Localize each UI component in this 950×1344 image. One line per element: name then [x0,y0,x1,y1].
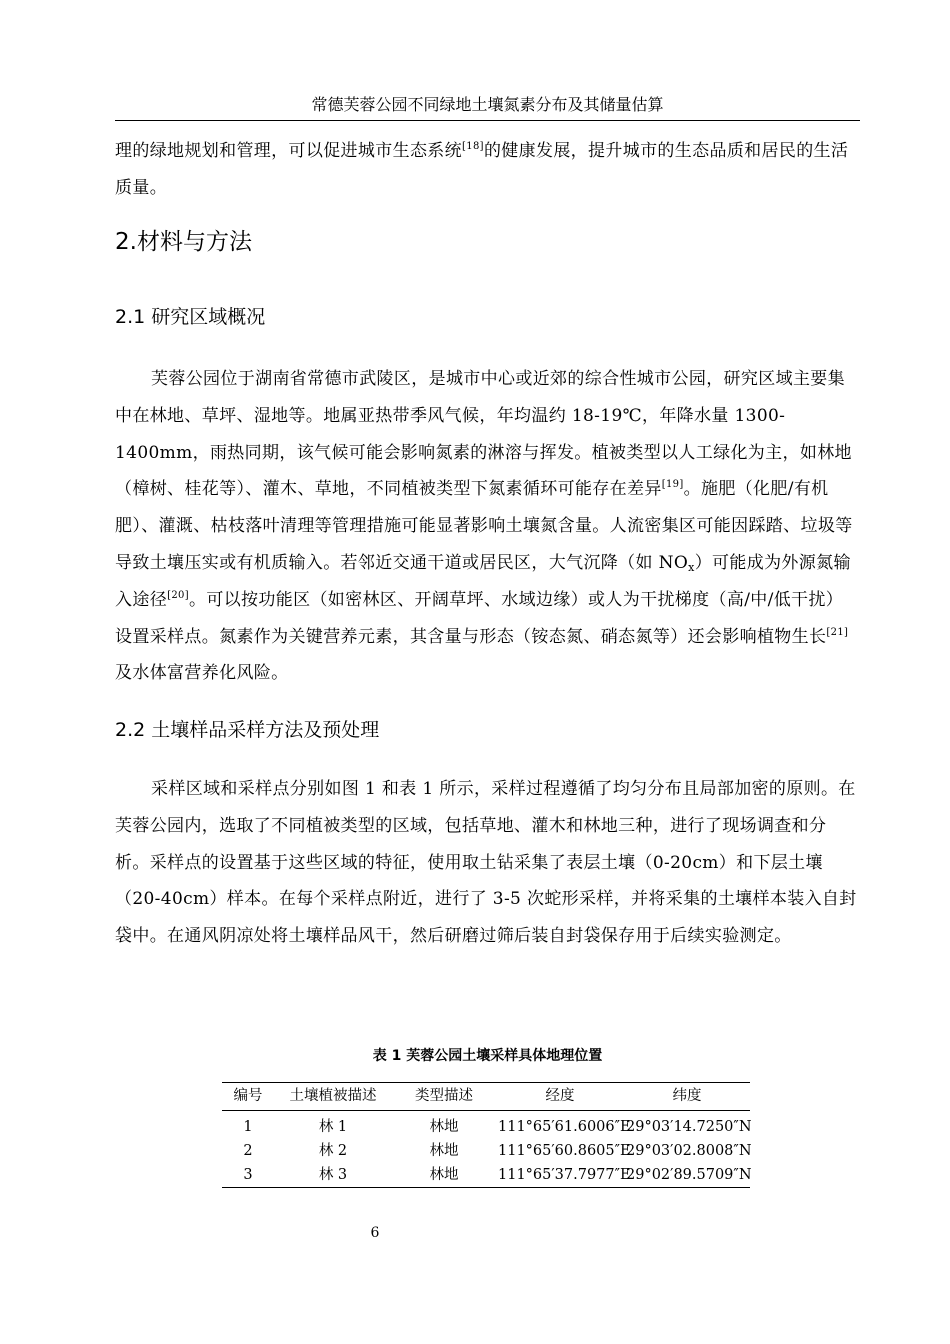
table-cell: 111°65′37.7977″E [498,1167,631,1183]
table-cell: 林地 [429,1167,459,1183]
table-cell: 1 [243,1119,253,1135]
citation-18: [18] [462,141,484,152]
table-cell: 29°03′02.8008″N [626,1143,752,1159]
table-cell: 林 1 [318,1119,348,1135]
paragraph-text: 。可以按功能区（如密林区、开阔草坪、水域边缘）或人为干扰梯度（高/中/低干扰）设置采样点。氮素作为关键营养元素，其含量与形态（铵态氮、硝态氮等）还会影响植物生长 [115,589,844,647]
column-header-type: 类型描述 [415,1088,473,1104]
table-cell: 29°02′89.5709″N [626,1167,752,1183]
header-rule [115,120,860,121]
table-cell: 2 [243,1143,253,1159]
table-row [222,1163,750,1188]
paragraph-text: 及水体富营养化风险。 [115,663,289,684]
table-cell: 111°65′61.6006″E [498,1119,631,1135]
table-caption: 表 1 芙蓉公园土壤采样具体地理位置 [372,1048,603,1064]
paragraph-text: 理的绿地规划和管理，可以促进城市生态系统 [115,141,462,161]
table-cell: 29°03′14.7250″N [626,1119,752,1135]
table-cell: 林地 [429,1143,459,1159]
table-row [222,1111,750,1140]
paragraph-text: 芙蓉公园位于湖南省常德市武陵区，是城市中心或近郊的综合性城市公园，研究区域主要集中在林地、草坪、湿地等。地属亚热带季风气候，年均温约 18-19℃，年降水量 1300-1400mm，雨热同期，该气候可能会影响氮素的淋溶与挥发。植被类型以人工绿化为主，如林地（樟树、桂花等）、灌木、草地，不同植被类型下氮素循环可能存在差异 [115,369,852,500]
paragraph-text: ）可能成为外源氮输入途径 [115,552,851,610]
column-header-longitude: 经度 [545,1088,575,1104]
study-area-paragraph [115,361,860,692]
section-heading-2-2: 2.2 土壤样品采样方法及预处理 [115,719,380,741]
page-number: 6 [370,1225,380,1241]
table-cell: 林地 [429,1119,459,1135]
table-cell: 3 [243,1167,253,1183]
column-header-latitude: 纬度 [672,1088,702,1104]
column-header-id: 编号 [233,1088,263,1104]
intro-paragraph-tail [115,133,860,207]
section-heading-2-1: 2.1 研究区域概况 [115,306,266,328]
paragraph-text: 的健康发展，提升城市的生态品质和居民的生活质量。 [115,141,849,198]
sampling-method-paragraph: 采样区域和采样点分别如图 1 和表 1 所示，采样过程遵循了均匀分布且局部加密的原则。在芙蓉公园内，选取了不同植被类型的区域，包括草地、灌木和林地三种，进行了现场调查和分析。采样点的设置基于这些区域的特征，使用取土钻采集了表层土壤（0-20cm）和下层土壤（20-40cm）样本。在每个采样点附近，进行了 3-5 次蛇形采样，并将采集的土壤样本装入自封袋中。在通风阴凉处将土壤样品风干，然后研磨过筛后装自封袋保存用于后续实验测定。 [115,779,857,947]
table-header-row [222,1083,750,1111]
citation-19: [19] [661,479,684,491]
citation-21: [21] [826,626,849,638]
table-cell: 林 2 [318,1143,348,1159]
subscript-x: x [688,560,695,574]
table-cell: 林 3 [318,1167,348,1183]
section-heading-2: 2.材料与方法 [115,229,252,255]
table-row [222,1139,750,1163]
column-header-vegetation: 土壤植被描述 [289,1088,377,1104]
table-cell: 111°65′60.8605″E [498,1143,631,1159]
paragraph-text: 。施肥（化肥/有机肥）、灌溉、枯枝落叶清理等管理措施可能显著影响土壤氮含量。人流密集区可能因踩踏、垃圾等导致土壤压实或有机质输入。若邻近交通干道或居民区，大气沉降（如 NO [115,479,853,573]
sampling-location-table [222,1082,750,1188]
running-header: 常德芙蓉公园不同绿地土壤氮素分布及其储量估算 [311,95,664,114]
citation-20: [20] [167,589,189,601]
